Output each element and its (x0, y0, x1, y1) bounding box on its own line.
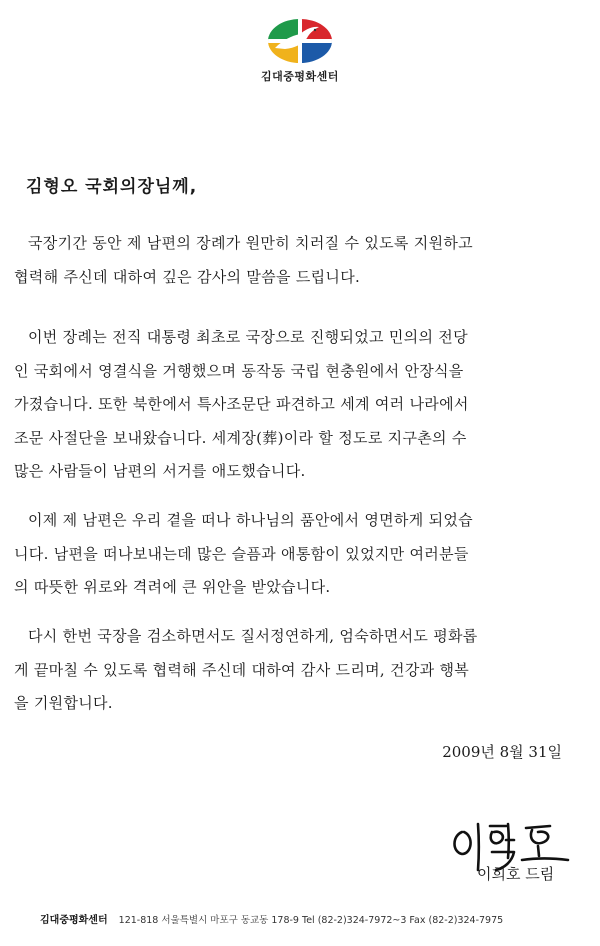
salutation: 김형오 국회의장님께, (26, 177, 198, 197)
organization-name: 김대중평화센터 (261, 70, 339, 83)
paragraph-line: 의 따뜻한 위로와 격려에 큰 위안을 받았습니다. (14, 578, 331, 596)
paragraph-1 (14, 227, 574, 294)
paragraph-line: 협력해 주신데 대하여 깊은 감사의 말씀을 드립니다. (14, 267, 361, 286)
letter-date: 2009년 8월 31일 (442, 743, 562, 761)
paragraph-line: 을 기원합니다. (14, 694, 113, 712)
paragraph-line: 이번 장례는 전직 대통령 최초로 국장으로 진행되었고 민의의 전당 (28, 328, 468, 346)
paragraph-line: 많은 사람들이 남편의 서거를 애도했습니다. (14, 462, 306, 480)
signer-name: 이희호 드림 (477, 865, 555, 883)
paragraph-line: 게 끝마칠 수 있도록 협력해 주신데 대하여 감사 드리며, 건강과 행복 (14, 660, 470, 679)
paragraph-line: 조문 사절단을 보내왔습니다. 세계장(葬)이라 할 정도로 지구촌의 수 (14, 428, 467, 447)
logo (0, 18, 600, 68)
paragraph-3 (14, 504, 574, 605)
paragraph-line: 이제 제 남편은 우리 곁을 떠나 하나님의 품안에서 영면하게 되었습 (28, 511, 473, 529)
paragraph-line: 다시 한번 국장을 검소하면서도 질서정연하게, 엄숙하면서도 평화롭 (28, 627, 478, 645)
footer-address: 121-818 서울특별시 마포구 동교동 178-9 Tel (82-2)324-7972~3 Fax (82-2)324-7975 (118, 915, 504, 926)
footer-organization-name: 김대중평화센터 (40, 915, 108, 926)
paragraph-line: 인 국회에서 영결식을 거행했으며 동작동 국립 현충원에서 안장식을 (14, 361, 464, 380)
paragraph-line: 가졌습니다. 또한 북한에서 특사조문단 파견하고 세계 여러 나라에서 (14, 395, 469, 413)
peace-dove-logo-icon (267, 18, 333, 64)
paragraph-line: 국장기간 동안 제 남편의 장례가 원만히 치러질 수 있도록 지원하고 (28, 234, 473, 252)
footer (40, 911, 503, 926)
paragraph-4 (14, 620, 574, 721)
paragraph-2 (14, 321, 574, 489)
paragraph-line: 니다. 남편을 떠나보내는데 많은 슬픔과 애통함이 있었지만 여러분들 (14, 544, 469, 563)
